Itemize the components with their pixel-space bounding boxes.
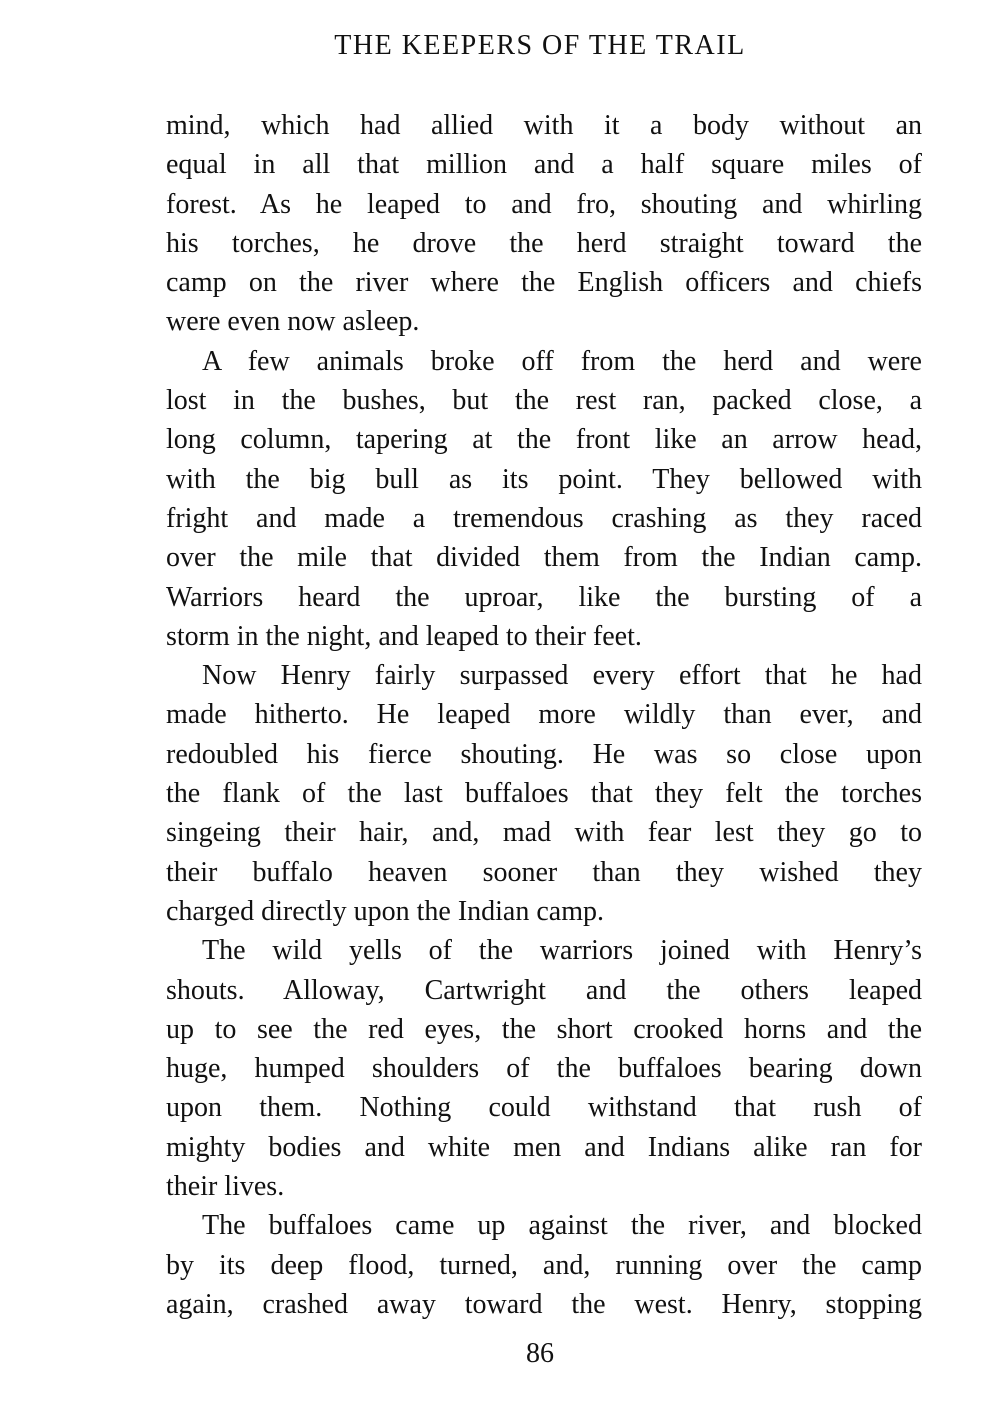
- text-line: the flank of the last buffaloes that they felt the torches: [166, 778, 922, 810]
- page-number: 86: [526, 1338, 554, 1369]
- text-line: mind, which had allied with it a body without an: [166, 110, 922, 141]
- text-line: A few animals broke off from the herd and were: [202, 345, 922, 377]
- text-line: equal in all that million and a half square miles of: [166, 149, 922, 181]
- text-line: by its deep flood, turned, and, running over the camp: [166, 1249, 922, 1281]
- text-line: over the mile that divided them from the Indian camp.: [166, 542, 922, 574]
- text-line: camp on the river where the English officers and chiefs: [166, 267, 922, 299]
- text-line: Now Henry fairly surpassed every effort that he had: [202, 660, 922, 692]
- text-line: were even now asleep.: [166, 306, 420, 338]
- text-line: his torches, he drove the herd straight toward the: [166, 227, 922, 259]
- text-line: up to see the red eyes, the short crooked horns and the: [166, 1013, 922, 1045]
- text-line: long column, tapering at the front like an arrow head,: [166, 424, 922, 456]
- text-line: The buffaloes came up against the river, and blocked: [202, 1210, 922, 1242]
- paragraph-5: [166, 1206, 922, 1324]
- text-line: fright and made a tremendous crashing as they raced: [166, 502, 922, 534]
- running-head: THE KEEPERS OF THE TRAIL: [334, 30, 746, 61]
- text-line: The wild yells of the warriors joined with Henry’s: [202, 935, 922, 967]
- body-text: [166, 106, 922, 1324]
- text-line: forest. As he leaped to and fro, shouting and whirling: [166, 188, 922, 220]
- text-line: lost in the bushes, but the rest ran, packed close, a: [166, 385, 922, 417]
- text-line: mighty bodies and white men and Indians alike ran for: [166, 1131, 922, 1163]
- text-line: again, crashed away toward the west. Henry, stopping: [166, 1288, 922, 1320]
- text-line: their lives.: [166, 1171, 285, 1203]
- text-line: Warriors heard the uproar, like the bursting of a: [166, 581, 922, 613]
- text-line: singeing their hair, and, mad with fear lest they go to: [166, 817, 922, 849]
- paragraph-4: [166, 931, 922, 1206]
- text-line: redoubled his fierce shouting. He was so close upon: [166, 738, 922, 770]
- paragraph-1: [166, 106, 922, 342]
- text-line: charged directly upon the Indian camp.: [166, 895, 604, 927]
- text-line: storm in the night, and leaped to their feet.: [166, 620, 642, 652]
- text-line: with the big bull as its point. They bellowed with: [166, 463, 922, 495]
- text-line: shouts. Alloway, Cartwright and the others leaped: [166, 974, 922, 1006]
- text-line: made hitherto. He leaped more wildly than ever, and: [166, 699, 922, 731]
- text-line: their buffalo heaven sooner than they wished they: [166, 856, 922, 888]
- paragraph-2: [166, 342, 922, 656]
- text-line: huge, humped shoulders of the buffaloes bearing down: [166, 1053, 922, 1085]
- paragraph-3: [166, 656, 922, 931]
- text-line: upon them. Nothing could withstand that rush of: [166, 1092, 922, 1124]
